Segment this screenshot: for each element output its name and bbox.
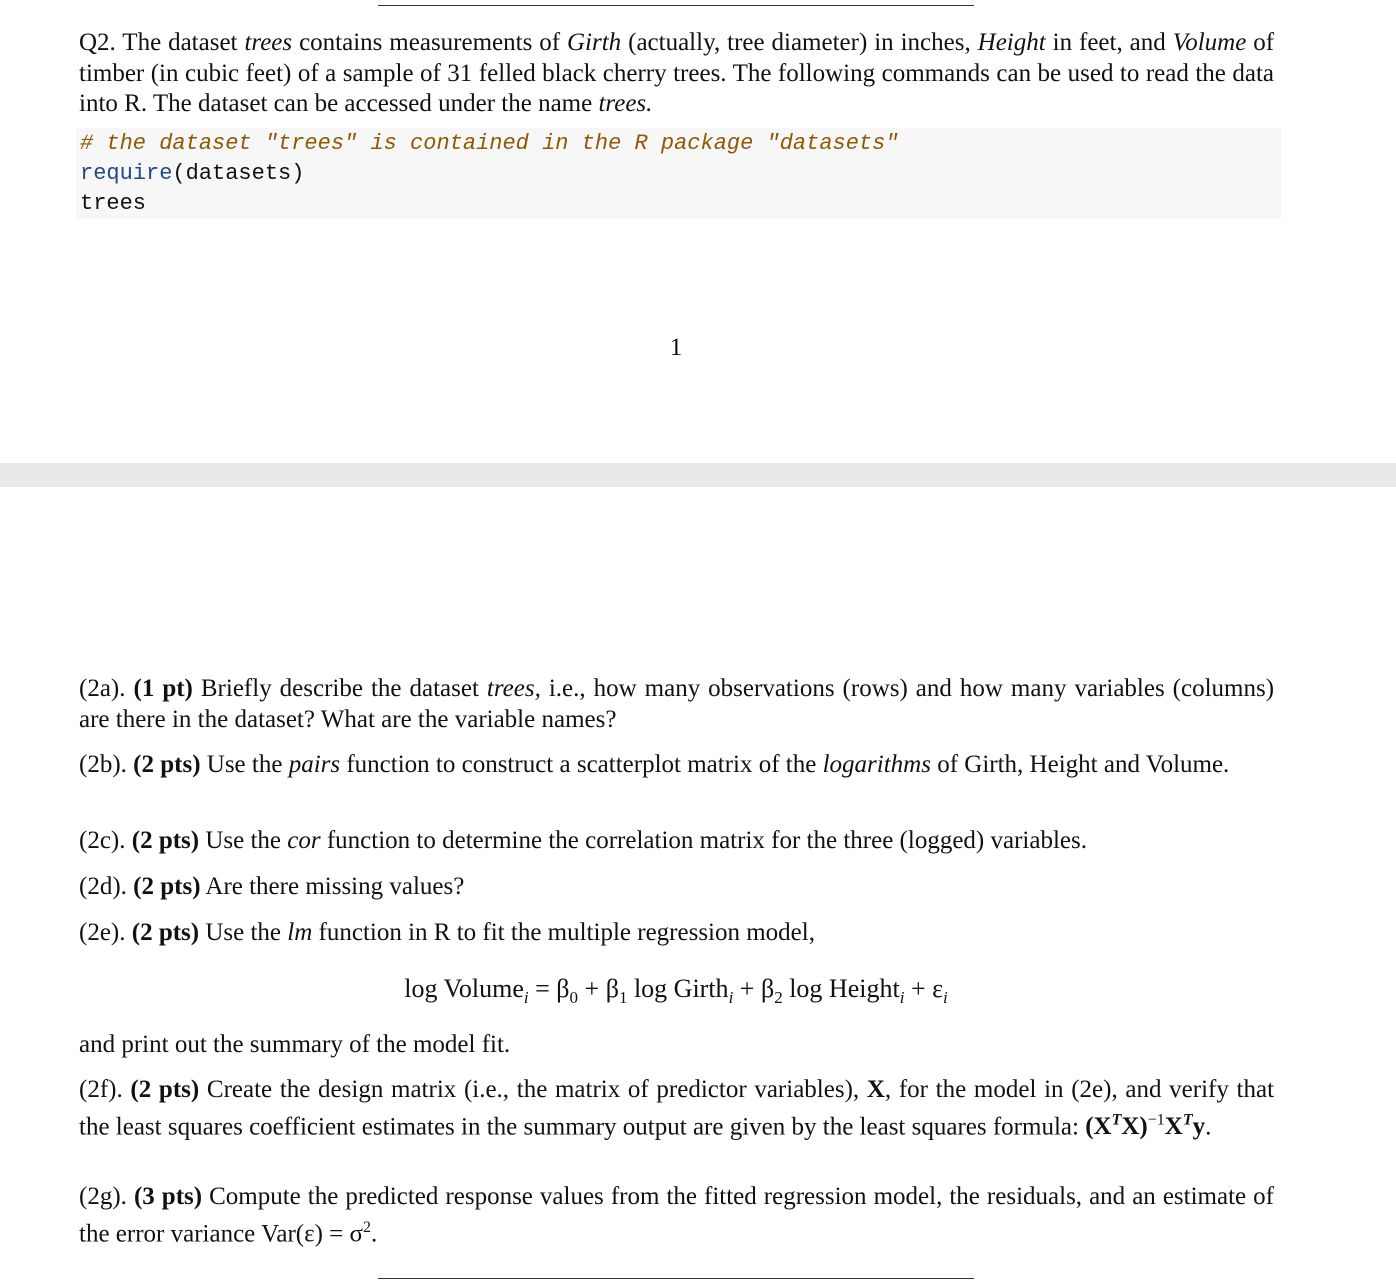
eq-sub: 0 [569,988,579,1008]
part-text: function to determine the correlation matrix for the three (logged) variables. [326,827,1087,854]
code-line-require [80,161,304,186]
part-text: Use the [205,827,282,854]
part-term: pairs [288,751,341,778]
points: (2 pts) [130,1076,200,1103]
points: (3 pts) [133,1183,203,1210]
points: (2 pts) [131,919,200,946]
design-matrix-symbol: X [866,1076,885,1103]
eq-sub: 1 [618,988,628,1008]
formula-part: y [1192,1112,1206,1140]
part-text: Create the design matrix (i.e., the matrix of predictor variables), [206,1076,860,1103]
part-label: (2f). [79,1076,123,1103]
q2-term: Volume [1172,29,1247,56]
part-term: trees, [486,675,541,702]
question-2e [79,918,1274,949]
part-text: Are there missing values? [205,873,465,900]
part-label: (2c). [79,827,126,854]
eq-part: log Height [782,974,900,1003]
eq-sub: i [523,988,529,1008]
part-text: Compute the predicted response values from the fitted regression model, the residuals, and an estimate of the error variance Var(ε) = σ [79,1183,1274,1247]
question-2b [79,750,1274,781]
q2-term: trees [244,29,293,56]
eq-part: + β [733,974,775,1003]
part-text: Use the [206,751,283,778]
eq-part: + β [578,974,619,1003]
question-2c [79,826,1274,857]
formula-sup: T [1182,1111,1193,1129]
bottom-rule [378,1278,974,1279]
part-label: (2b). [79,751,127,778]
regression-equation [0,974,1352,1008]
question-2f [79,1075,1274,1142]
q2-text: contains measurements of [299,29,561,56]
eq-part: log Volume [404,974,524,1003]
part-text: . [1205,1112,1212,1140]
eq-sub: i [728,988,734,1008]
formula-part: X) [1121,1112,1148,1140]
part-text: Use the [205,919,282,946]
after-eq-text: and print out the summary of the model fit. [79,1031,511,1058]
eq-part: = β [528,974,570,1003]
q2-term: Height [977,29,1046,56]
q2-label: Q2. [79,29,116,56]
question-2d [79,872,1274,903]
code-comment: # the dataset "trees" is contained in the R package "datasets" [80,131,899,156]
part-label: (2a). [79,675,126,702]
part-text: , for the model in (2e), and verify that the least squares coefficient estimates in the summary output are given by the least squares formula: [79,1076,1275,1140]
after-equation-text [79,1030,1274,1061]
formula-part: (X [1085,1112,1112,1140]
page-number: 1 [669,334,683,361]
question-2a [79,674,1274,735]
eq-part: + ε [904,974,944,1003]
q2-text: The dataset [122,29,238,56]
top-rule [378,5,974,6]
part-term: lm [287,919,313,946]
part-label: (2g). [79,1183,127,1210]
points: (2 pts) [133,751,201,778]
code-keyword: require [80,161,173,186]
ls-formula [1085,1113,1205,1140]
part-text: Briefly describe the dataset [200,675,479,702]
q2-text: (actually, tree diameter) in inches, [628,29,971,56]
q2-intro [79,28,1274,120]
points: (2 pts) [133,873,201,900]
code-block [76,128,1281,219]
points: (1 pt) [133,675,193,702]
question-2g [79,1182,1274,1249]
code-args: (datasets) [172,161,305,186]
formula-sup: T [1111,1111,1122,1129]
part-sup: 2 [363,1218,371,1236]
q2-text: of timber (in cubic feet) of a sample of 31 felled black cherry trees. The following commands can be used to read the data into R. The dataset can be accessed under the name [79,29,1275,117]
part-text: i.e., how many observations (rows) and how many variables (columns) are there in the dataset? What are the variable names? [79,675,1275,733]
q2-text: in feet, and [1052,29,1166,56]
part-label: (2d). [79,873,127,900]
part-term: logarithms [822,751,931,778]
page-break-band [0,463,1396,487]
eq-part: log Girth [627,974,729,1003]
part-text: function to construct a scatterplot matrix of the [346,751,817,778]
code-line-trees: trees [80,191,147,216]
part-label: (2e). [79,919,126,946]
part-term: cor [287,827,321,854]
points: (2 pts) [131,827,200,854]
eq-sub: i [943,988,948,1008]
q2-term: Girth [567,29,622,56]
part-text: . [371,1219,378,1247]
formula-sup: −1 [1147,1111,1165,1129]
part-text: of Girth, Height and Volume. [937,751,1230,778]
part-text: function in R to fit the multiple regression model, [318,919,815,946]
eq-sub: i [899,988,905,1008]
formula-part: X [1164,1112,1183,1140]
q2-term: trees. [598,90,653,117]
eq-sub: 2 [774,988,783,1008]
